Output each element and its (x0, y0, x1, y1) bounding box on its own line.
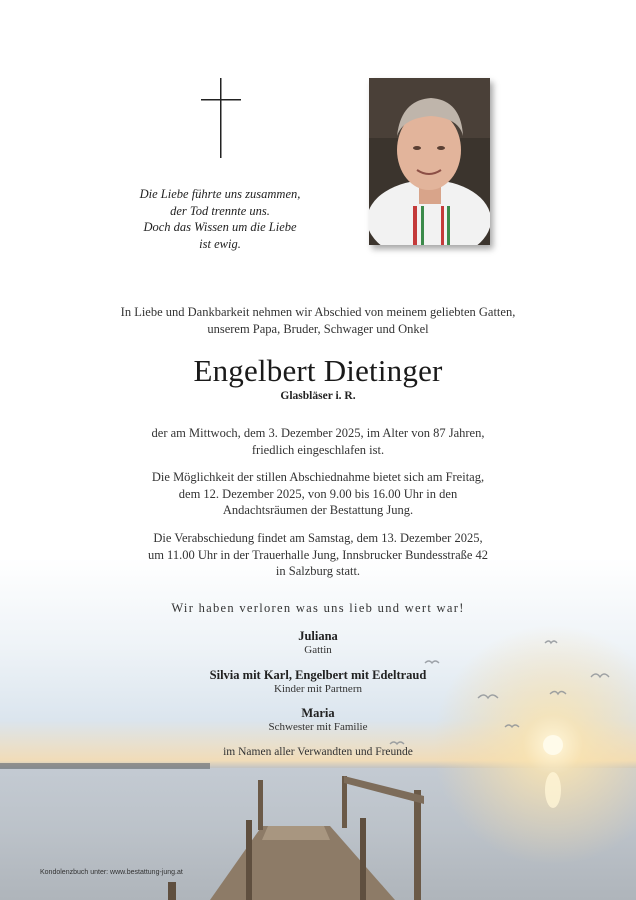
mourner-name: Maria (301, 706, 335, 720)
viewing-paragraph (0, 469, 636, 519)
paragraph-line: der am Mittwoch, dem 3. Dezember 2025, im Alter von 87 Jahren, (151, 426, 485, 440)
paragraph-line: um 11.00 Uhr in der Trauerhalle Jung, Innsbrucker Bundesstraße 42 (147, 547, 489, 562)
portrait-photo (369, 78, 490, 245)
intro-text (0, 304, 636, 337)
intro-line: In Liebe und Dankbarkeit nehmen wir Abschied von meinem geliebten Gatten, (120, 305, 516, 319)
paragraph-line: in Salzburg statt. (275, 564, 361, 578)
deceased-name: Engelbert Dietinger (193, 353, 443, 388)
mourner-relation: Kinder mit Partnern (274, 683, 362, 695)
mourner-name: Silvia mit Karl, Engelbert mit Edeltraud (209, 668, 427, 682)
paragraph-line: Die Möglichkeit der stillen Abschiednahme bietet sich am Freitag, (151, 470, 485, 484)
paragraph-line: Die Verabschiedung findet am Samstag, dem 13. Dezember 2025, (153, 531, 483, 545)
mourner-relation: Schwester mit Familie (268, 721, 368, 733)
condolence-book-link[interactable]: Kondolenzbuch unter: www.bestattung-jung.at (40, 869, 183, 876)
motto-poem (120, 186, 320, 252)
portrait-image (369, 78, 490, 245)
motto-line: ist ewig. (199, 236, 241, 251)
motto-line: Die Liebe führte uns zusammen, (139, 187, 301, 201)
farewell-paragraph (0, 530, 636, 580)
paragraph-line: dem 12. Dezember 2025, von 9.00 bis 16.00 Uhr in den (178, 486, 458, 501)
relatives-line: im Namen aller Verwandten und Freunde (223, 746, 413, 758)
paragraph-line: Andachtsräumen der Bestattung Jung. (222, 503, 414, 517)
closing-motto: Wir haben verloren was uns lieb und wert war! (171, 601, 465, 615)
motto-line: Doch das Wissen um die Liebe (143, 220, 297, 234)
death-paragraph (0, 425, 636, 458)
paragraph-line: friedlich eingeschlafen ist. (251, 442, 385, 457)
intro-line: unserem Papa, Bruder, Schwager und Onkel (207, 321, 429, 336)
mourner-name: Juliana (298, 629, 338, 643)
mourner-relation: Gattin (304, 644, 332, 656)
cross-icon (201, 78, 241, 158)
motto-line: der Tod trennte uns. (170, 203, 270, 218)
deceased-occupation: Glasbläser i. R. (280, 390, 356, 402)
